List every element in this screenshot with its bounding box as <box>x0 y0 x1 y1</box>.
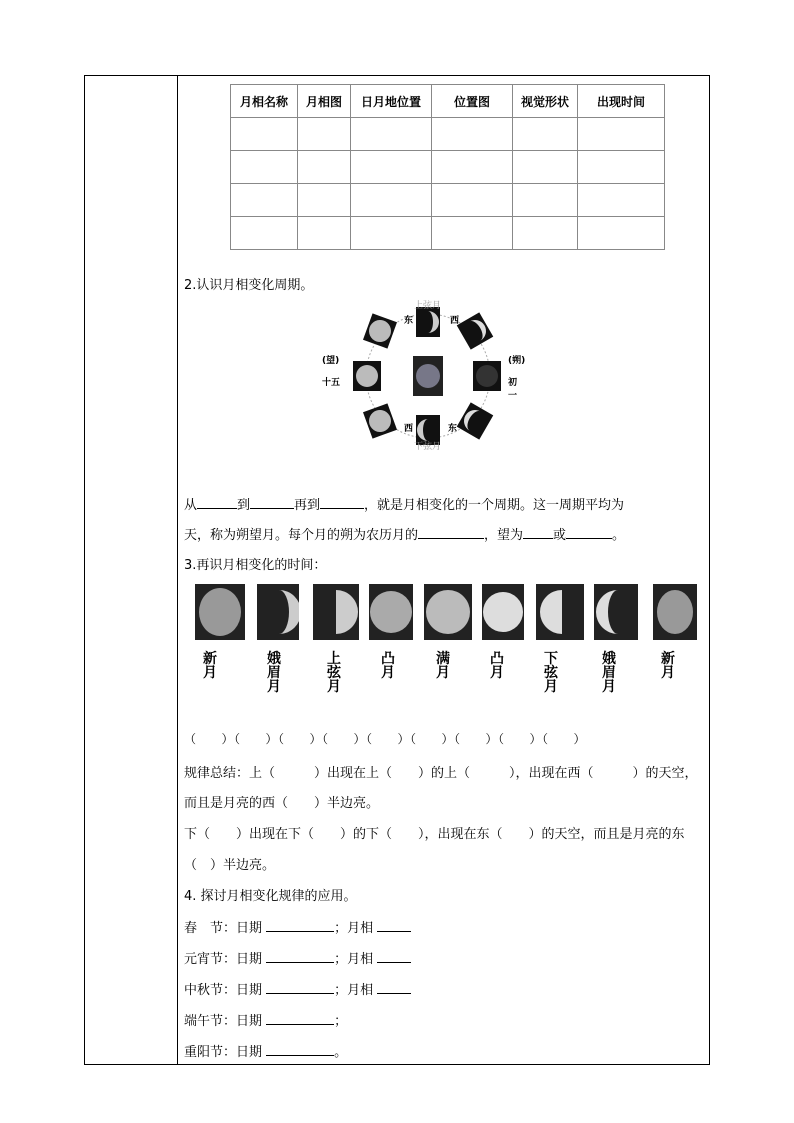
west-label-bottom: 西 <box>404 424 414 434</box>
phase-label: 满 月 <box>436 651 450 681</box>
orbit-circle <box>338 301 518 451</box>
table-header: 出现时间 <box>578 85 665 118</box>
moon-first-quarter-image <box>313 584 359 640</box>
date-blank[interactable] <box>266 1012 334 1025</box>
moon-gibbous-image <box>369 584 413 640</box>
rule-line-2: 而且是月亮的西（ ）半边亮。 <box>184 796 380 811</box>
table-header-row <box>231 85 665 118</box>
table-header: 月相名称 <box>231 85 298 118</box>
phase-blank[interactable] <box>377 981 411 994</box>
table-header: 日月地位置 <box>351 85 432 118</box>
moon-crescent-image <box>257 584 299 640</box>
rule-line-1: 规律总结：上（ ）出现在上（ ）的上（ ），出现在西（ ）的天空， <box>184 766 698 781</box>
moon-phase-table <box>230 84 665 250</box>
last-quarter-label: 下弦月 <box>414 442 442 452</box>
section3-heading: 3.再识月相变化的时间： <box>184 558 327 573</box>
festival-row: 端午节：日期 ； <box>184 1014 348 1029</box>
rule-line-3: 下（ ）出现在下（ ）的下（ ），出现在东（ ）的天空，而且是月亮的东 <box>184 827 685 842</box>
phase-label: 上 弦 月 <box>327 651 341 695</box>
answer-blank[interactable] <box>418 526 484 539</box>
table-row <box>231 217 665 250</box>
cycle-sentence-2: 天，称为朔望月。每个月的朔为农历月的 ，望为 或 。 <box>184 528 626 543</box>
worksheet-frame <box>84 75 710 1065</box>
moon-new-image <box>653 584 697 640</box>
east-label-top: 东 <box>404 316 414 326</box>
section2-heading: 2.认识月相变化周期。 <box>184 278 314 293</box>
cycle-sentence-1: 从 到 再到 ，就是月相变化的一个周期。这一周期平均为 <box>184 498 625 513</box>
table-header: 位置图 <box>432 85 513 118</box>
first-quarter-label: 上弦月 <box>414 301 442 311</box>
festival-row: 中秋节：日期 ；月相 <box>184 979 411 998</box>
table-row <box>231 151 665 184</box>
phase-label: 凸 月 <box>490 651 504 681</box>
shuo-label: (朔) <box>508 356 526 366</box>
phase-blank[interactable] <box>377 950 411 963</box>
chuyi-label: 初一 <box>508 378 518 401</box>
answer-blank[interactable] <box>523 526 553 539</box>
table-row <box>231 184 665 217</box>
moon-last-quarter-image <box>536 584 584 640</box>
phase-label: 下 弦 月 <box>544 651 558 695</box>
phase-blank[interactable] <box>377 919 411 932</box>
content-column <box>178 76 709 1064</box>
rule-line-4: （ ）半边亮。 <box>184 858 276 873</box>
phase-label: 新 月 <box>661 651 675 681</box>
moon-cycle-diagram <box>322 301 526 452</box>
section4-heading: 4. 探讨月相变化规律的应用。 <box>184 889 357 904</box>
moon-waning-crescent-image <box>594 584 638 640</box>
left-column <box>85 76 178 1064</box>
date-blank[interactable] <box>266 919 334 932</box>
festival-row: 元宵节：日期 ；月相 <box>184 948 411 967</box>
answer-blank[interactable] <box>566 526 612 539</box>
east-label-bottom: 东 <box>448 424 458 434</box>
table-header: 视觉形状 <box>513 85 578 118</box>
answer-blank[interactable] <box>197 496 237 509</box>
date-blank[interactable] <box>266 950 334 963</box>
date-blank[interactable] <box>266 1043 334 1056</box>
phase-label: 娥 眉 月 <box>602 651 616 695</box>
answer-parens-row: （ ）（ ）（ ）（ ）（ ）（ ）（ ）（ ）（ ） <box>184 732 587 746</box>
wang-label: (望) <box>322 356 340 366</box>
phase-label: 凸 月 <box>381 651 395 681</box>
festival-row: 重阳节：日期 。 <box>184 1045 348 1060</box>
phase-label: 娥 眉 月 <box>267 651 281 695</box>
festival-row: 春 节：日期 ；月相 <box>184 917 411 936</box>
moon-new-image <box>195 584 245 640</box>
moon-full-image <box>424 584 472 640</box>
shiwu-label: 十五 <box>322 378 341 388</box>
phase-label: 新 月 <box>203 651 217 681</box>
west-label-top: 西 <box>450 316 460 326</box>
moon-waning-gibbous-image <box>482 584 524 640</box>
date-blank[interactable] <box>266 981 334 994</box>
table-row <box>231 118 665 151</box>
table-header: 月相图 <box>298 85 351 118</box>
answer-blank[interactable] <box>320 496 364 509</box>
answer-blank[interactable] <box>250 496 294 509</box>
